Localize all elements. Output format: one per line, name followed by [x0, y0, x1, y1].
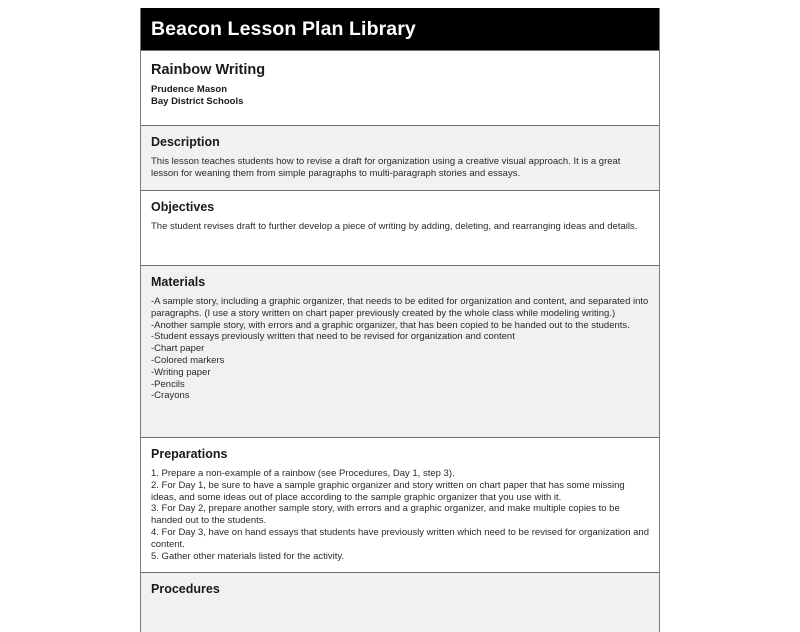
description-section — [141, 125, 659, 190]
site-header — [141, 8, 659, 50]
description-heading: Description — [151, 135, 220, 149]
preparations-step: 5. Gather other materials listed for the activity. — [151, 550, 345, 562]
lesson-title: Rainbow Writing — [151, 62, 266, 78]
objectives-section — [141, 190, 659, 265]
preparations-step: 3. For Day 2, prepare another sample story, with errors and a graphic organizer, and make multiple copies to be handed out to the students. — [151, 503, 620, 527]
preparations-step: 4. For Day 3, have on hand essays that students have previously written which need to be revised for organization and content. — [151, 526, 649, 550]
materials-item: -Pencils — [151, 378, 185, 390]
materials-item: -Another sample story, with errors and a graphic organizer, that has been copied to be handed out to the students. — [151, 319, 630, 331]
site-title: Beacon Lesson Plan Library — [151, 18, 416, 40]
description-text: This lesson teaches students how to revise a draft for organization using a creative visual approach. It is a great lesson for weaning them from simple paragraphs to multi-paragraph stories and essays. — [151, 156, 621, 179]
materials-item: -Writing paper — [151, 366, 211, 378]
preparations-heading: Preparations — [151, 447, 228, 461]
materials-item: -Crayons — [151, 390, 190, 402]
preparations-step: 2. For Day 1, be sure to have a sample graphic organizer and story written on chart paper that has some missing ideas, and some ideas out of place according to the sample graphic organizer that you use with it. — [151, 479, 625, 503]
procedures-section — [141, 572, 659, 632]
materials-item: -A sample story, including a graphic organizer, that needs to be edited for organization and content, and separated into paragraphs. (I use a story written on chart paper previously created by the whole class while modeling writing.) — [151, 296, 649, 319]
lesson-plan-page — [140, 8, 660, 632]
materials-item: -Chart paper — [151, 343, 205, 355]
objectives-text: The student revises draft to further develop a piece of writing by adding, deleting, and rearranging ideas and details. — [151, 221, 638, 232]
procedures-heading: Procedures — [151, 582, 220, 596]
objectives-heading: Objectives — [151, 200, 215, 214]
lesson-title-section — [141, 50, 659, 125]
preparations-step: 1. Prepare a non-example of a rainbow (see Procedures, Day 1, step 3). — [151, 468, 455, 479]
materials-section — [141, 265, 659, 437]
materials-item: -Colored markers — [151, 354, 225, 366]
materials-item: -Student essays previously written that need to be revised for organization and content — [151, 331, 515, 343]
materials-heading: Materials — [151, 275, 206, 289]
preparations-section — [141, 437, 659, 572]
school-name: Bay District Schools — [151, 96, 244, 107]
author-name: Prudence Mason — [151, 84, 228, 95]
